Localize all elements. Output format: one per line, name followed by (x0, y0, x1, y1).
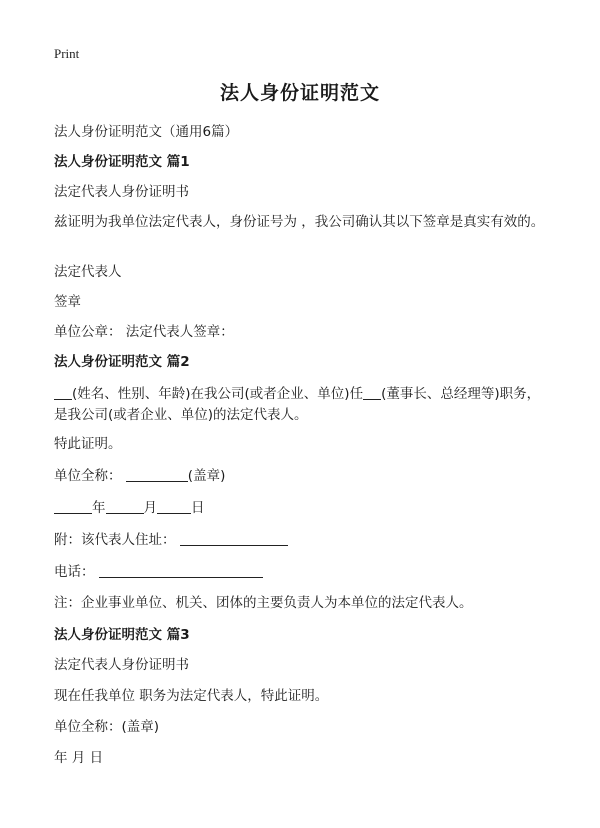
section-2-special: 特此证明。 (54, 436, 122, 452)
address-label: 附：该代表人住址： (54, 532, 176, 548)
document-subtitle: 法人身份证明范文（通用6篇） (54, 124, 239, 140)
address-blank[interactable] (180, 531, 288, 546)
section-2-para-b: (董事长、总经理等)职务， (381, 386, 541, 402)
section-1-line-1: 法定代表人身份证明书 (54, 184, 189, 200)
year-blank[interactable] (54, 499, 92, 514)
section-3-line-4: 年 月 日 (54, 750, 104, 766)
section-1-line-5: 单位公章： 法定代表人签章： (54, 324, 234, 340)
section-2-heading: 法人身份证明范文 篇2 (54, 354, 190, 370)
section-3-heading: 法人身份证明范文 篇3 (54, 627, 190, 643)
unit-label: 单位全称： (54, 468, 122, 484)
month-blank[interactable] (106, 499, 144, 514)
month-label: 月 (143, 500, 157, 516)
section-1-line-3: 法定代表人 (54, 264, 122, 280)
section-3-line-3: 单位全称：(盖章) (54, 719, 160, 735)
year-label: 年 (92, 500, 106, 516)
day-blank[interactable] (157, 499, 191, 514)
phone-row (54, 562, 263, 582)
section-2-para-a: (姓名、性别、年龄)在我公司(或者企业、单位)任 (72, 386, 364, 402)
section-2-para-line-1 (54, 384, 540, 404)
section-3-line-1: 法定代表人身份证明书 (54, 657, 189, 673)
document-title: 法人身份证明范文 (219, 82, 380, 104)
position-blank[interactable] (363, 385, 381, 400)
unit-seal-label: (盖章) (187, 468, 226, 484)
phone-label: 电话： (54, 564, 95, 580)
day-label: 日 (191, 500, 205, 516)
section-1-line-4: 签章 (54, 294, 81, 310)
phone-blank[interactable] (99, 563, 263, 578)
name-blank[interactable] (54, 385, 72, 400)
unit-name-blank[interactable] (126, 467, 188, 482)
section-2-note: 注：企业事业单位、机关、团体的主要负责人为本单位的法定代表人。 (54, 595, 473, 611)
date-row (54, 498, 205, 518)
section-2-para-c: 是我公司(或者企业、单位)的法定代表人。 (54, 407, 308, 423)
unit-name-row (54, 466, 225, 486)
address-row (54, 530, 288, 550)
section-1-line-2: 兹证明为我单位法定代表人，身份证号为 ，我公司确认其以下签章是真实有效的。 (54, 214, 545, 230)
section-3-line-2: 现在任我单位 职务为法定代表人，特此证明。 (54, 688, 329, 704)
print-link[interactable]: Print (54, 46, 80, 61)
section-1-heading: 法人身份证明范文 篇1 (54, 154, 190, 170)
